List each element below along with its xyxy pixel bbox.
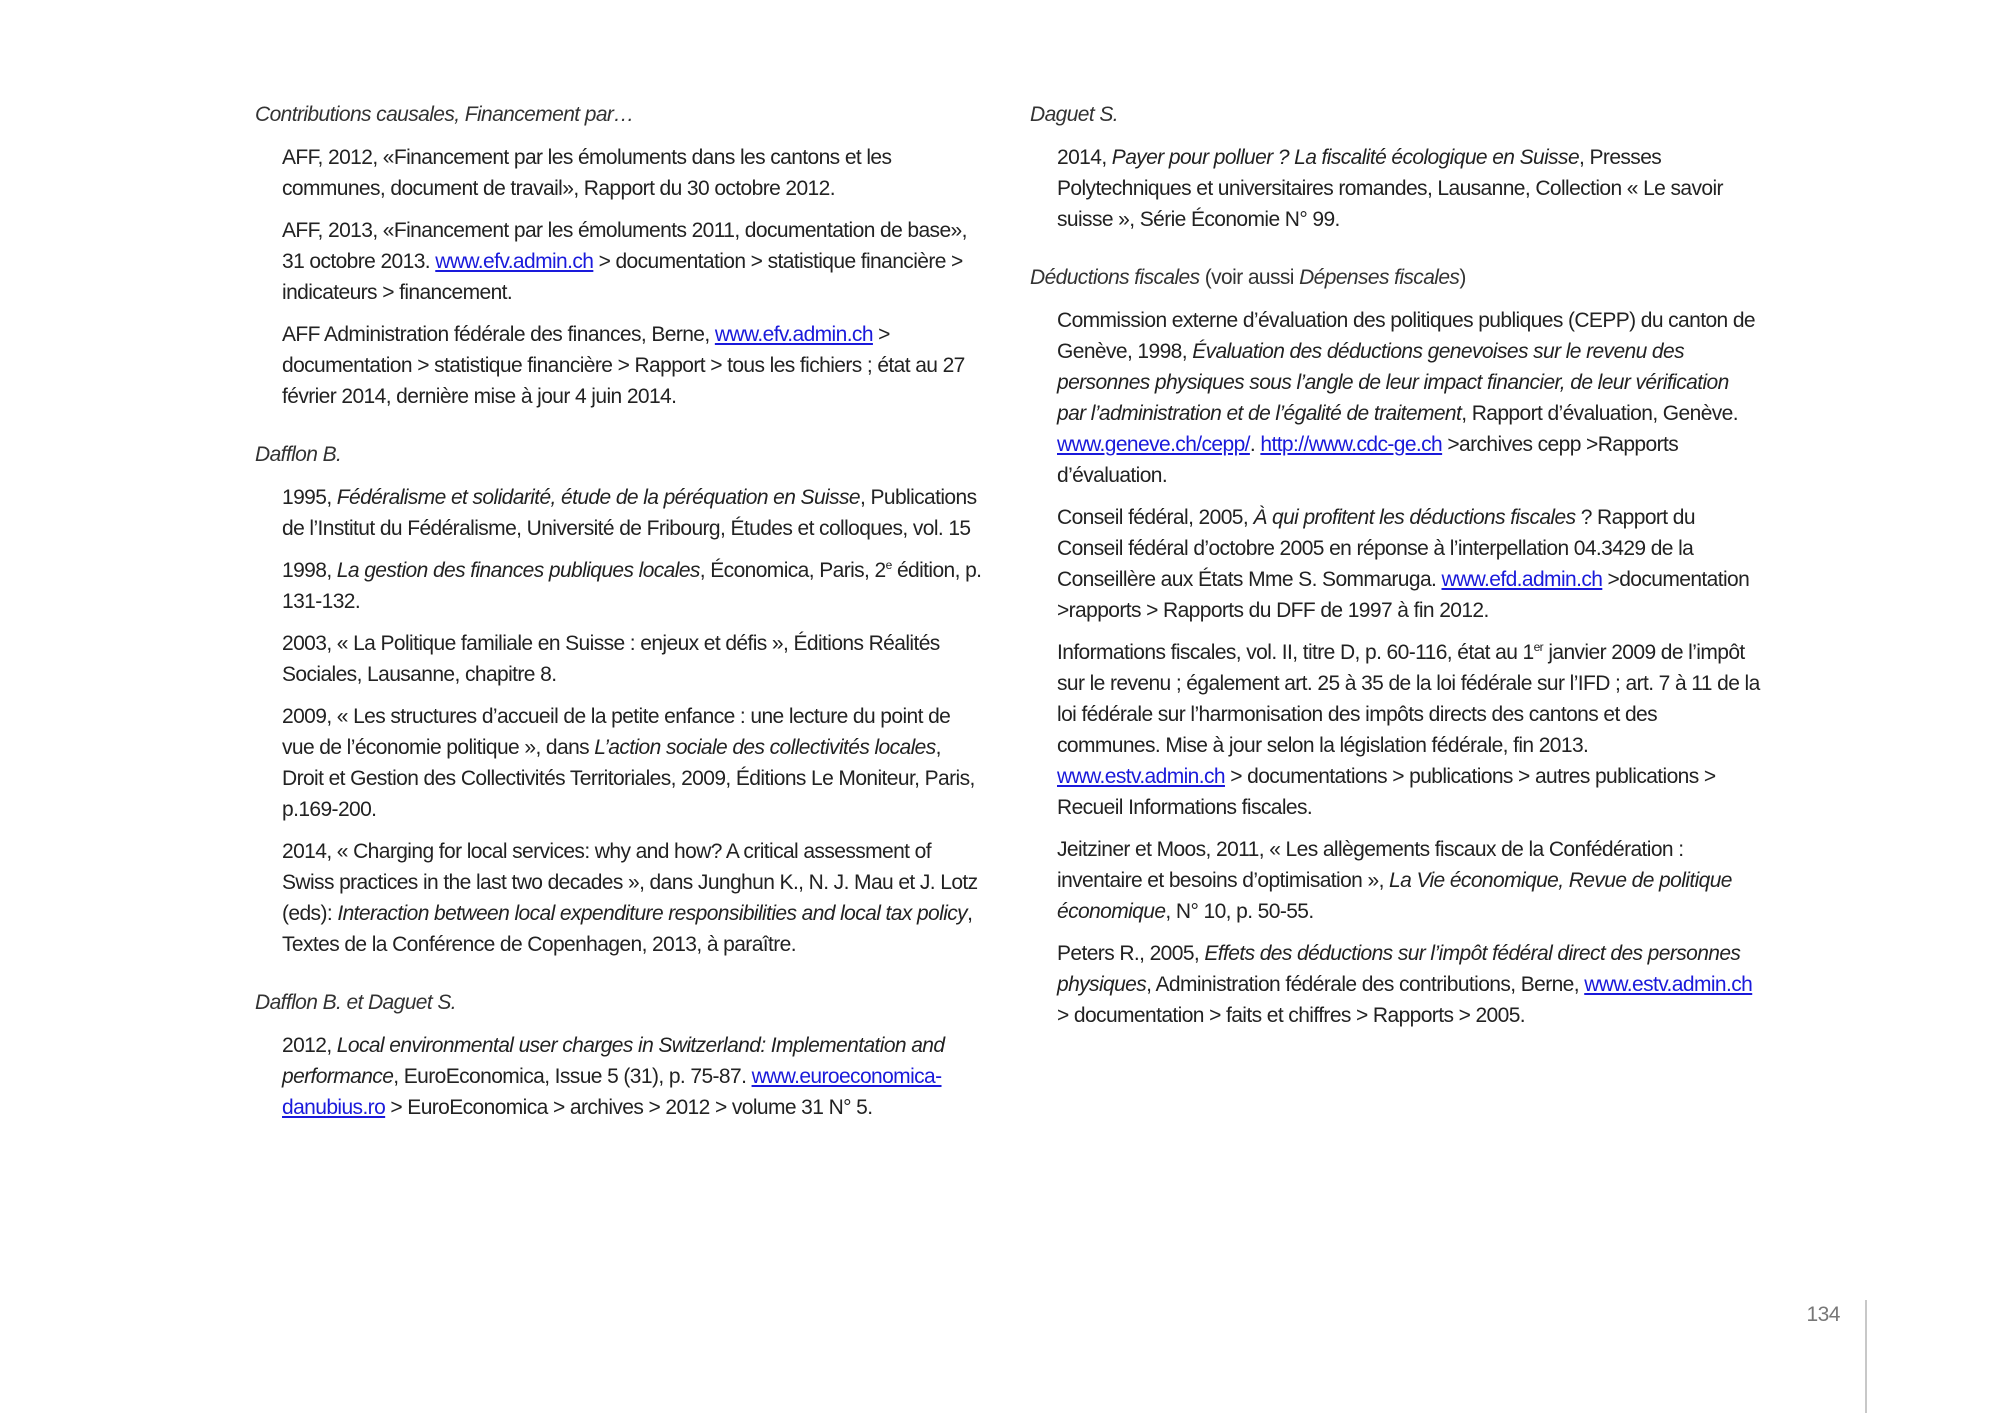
group-dafflon [255,440,985,960]
page-edge-rule [1865,1300,1867,1413]
reference-entry: 2009, « Les structures d’accueil de la petite enfance : une lecture du point de vue de l’économie politique », dans L’action sociale des collectivités locales, Droit et Gestion des Collectivités Territoriales, 2009, Éditions Le Moniteur, Paris, p.169-200. [282,705,975,821]
author-heading: Dafflon B. et Daguet S. [255,991,456,1014]
author-heading: Daguet S. [1030,103,1118,126]
reference-entry: 2014, « Charging for local services: why and how? A critical assessment of Swiss practices in the last two decades », dans Junghun K., N. J. Mau et J. Lotz (eds): Interaction between local expenditure responsibilities and local tax policy, Textes de la Conférence de Copenhagen, 2013, à paraître. [282,840,978,956]
group-dafflon-daguet [255,988,985,1123]
left-column [255,100,985,1151]
reference-entry: 1998, La gestion des finances publiques locales, Économica, Paris, 2e édition, p. 131-132. [282,558,982,613]
author-heading: Dafflon B. [255,443,342,466]
reference-entry: 2012, Local environmental user charges in Switzerland: Implementation and performance, EuroEconomica, Issue 5 (31), p. 75-87. www.euroeconomica-danubius.ro > EuroEconomica > archives > 2012 > volume 31 N° 5. [282,1034,945,1119]
group-contributions-causales [255,100,985,412]
reference-link[interactable]: http://www.cdc-ge.ch [1260,433,1443,456]
reference-link[interactable]: www.estv.admin.ch [1057,765,1225,788]
reference-link[interactable]: www.geneve.ch/cepp/ [1057,433,1250,456]
reference-link[interactable]: www.efv.admin.ch [714,323,873,346]
reference-link[interactable]: www.estv.admin.ch [1584,973,1753,996]
reference-entry: AFF, 2012, «Financement par les émoluments dans les cantons et les communes, document de travail», Rapport du 30 octobre 2012. [282,146,892,200]
section-heading: Contributions causales, Financement par… [255,103,634,126]
group-daguet [1030,100,1760,235]
reference-link[interactable]: www.efv.admin.ch [435,250,594,273]
reference-link[interactable]: www.efd.admin.ch [1441,568,1603,591]
reference-entry: Peters R., 2005, Effets des déductions sur l’impôt fédéral direct des personnes physiques, Administration fédérale des contributions, Berne, www.estv.admin.ch > documentation > faits et chiffres > Rapports > 2005. [1057,942,1753,1027]
reference-entry: 2003, « La Politique familiale en Suisse : enjeux et défis », Éditions Réalités Sociales, Lausanne, chapitre 8. [282,632,940,686]
reference-entry: AFF Administration fédérale des finances, Berne, www.efv.admin.ch > documentation > statistique financière > Rapport > tous les fichiers ; état au 27 février 2014, dernière mise à jour 4 juin 2014. [282,323,965,408]
reference-entry: 2014, Payer pour polluer ? La fiscalité écologique en Suisse, Presses Polytechniques et universitaires romandes, Lausanne, Collection « Le savoir suisse », Série Économie N° 99. [1057,146,1723,231]
page-number: 134 [1806,1303,1840,1326]
section-heading: Déductions fiscales (voir aussi Dépenses fiscales) [1030,266,1466,289]
reference-entry: Conseil fédéral, 2005, À qui profitent les déductions fiscales ? Rapport du Conseil fédéral d’octobre 2005 en réponse à l’interpellation 04.3429 de la Conseillère aux États Mme S. Sommaruga. www.efd.admin.ch >documentation >rapports > Rapports du DFF de 1997 à fin 2012. [1057,506,1750,622]
reference-entry: Jeitziner et Moos, 2011, « Les allègements fiscaux de la Confédération : inventaire et besoins d’optimisation », La Vie économique, Revue de politique économique, N° 10, p. 50-55. [1057,838,1732,923]
reference-entry: AFF, 2013, «Financement par les émoluments 2011, documentation de base», 31 octobre 2013. www.efv.admin.ch > documentation > statistique financière > indicateurs > financement. [282,219,967,304]
reference-entry: 1995, Fédéralisme et solidarité, étude de la péréquation en Suisse, Publications de l’Institut du Fédéralisme, Université de Fribourg, Études et colloques, vol. 15 [282,486,977,540]
reference-entry: Informations fiscales, vol. II, titre D, p. 60-116, état au 1er janvier 2009 de l’impôt sur le revenu ; également art. 25 à 35 de la loi fédérale sur l’IFD ; art. 7 à 11 de la loi fédérale sur l’harmonisation des impôts directs des cantons et des communes. Mise à jour selon la législation fédérale, fin 2013. www.estv.admin.ch > documentations > publications > autres publications > Recueil Informations fiscales. [1057,640,1760,819]
group-deductions-fiscales [1030,263,1760,1031]
right-column [1030,100,1760,1059]
reference-entry: Commission externe d’évaluation des politiques publiques (CEPP) du canton de Genève, 1998, Évaluation des déductions genevoises sur le revenu des personnes physiques sous l’angle de leur impact financier, de leur vérification par l’administration et de l’égalité de traitement, Rapport d’évaluation, Genève. www.geneve.ch/cepp/. http://www.cdc-ge.ch >archives cepp >Rapports d’évaluation. [1057,309,1755,487]
reference-link[interactable]: www.euroeconomica-danubius.ro [282,1065,942,1119]
